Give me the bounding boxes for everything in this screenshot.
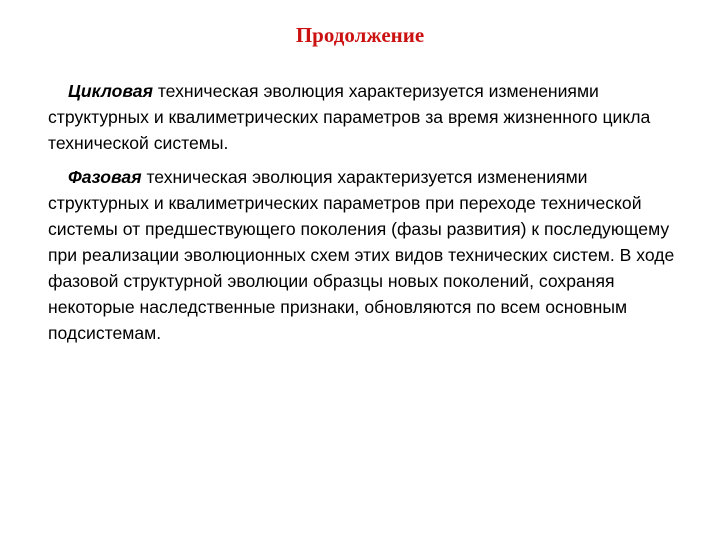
term-cyclic: Цикловая [68, 81, 153, 101]
term-phase: Фазовая [68, 167, 142, 187]
slide-title: Продолжение [295, 23, 425, 47]
paragraph-text: техническая эволюция характеризуется изменениями структурных и квалиметрических параметров за время жизненного цикла технической системы. [48, 81, 651, 153]
paragraph-text: техническая эволюция характеризуется изменениями структурных и квалиметрических параметров при переходе технической системы от предшествующего поколения (фазы развития) к последующему при реализации эволюционных схем этих видов технических систем. В ходе фазовой структурной эволюции образцы новых поколений, сохраняя некоторые наследственные признаки, обновляются по всем основным подсистемам. [48, 167, 675, 343]
paragraph-phase-evolution [48, 164, 688, 346]
slide-body [48, 78, 688, 346]
paragraph-cyclic-evolution [48, 78, 688, 156]
